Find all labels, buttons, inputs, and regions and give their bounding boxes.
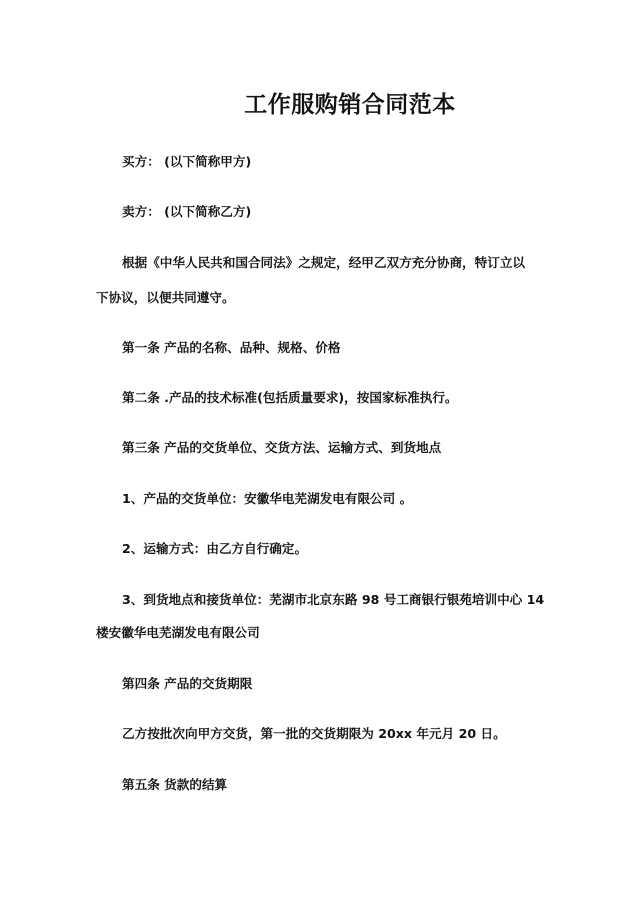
buyer-line: 买方： (以下简称甲方)	[122, 154, 252, 169]
document-title: 工作服购销合同范本	[244, 92, 456, 118]
article-1-heading: 第一条 产品的名称、品种、规格、价格	[122, 340, 341, 355]
article-3-item-1: 1、产品的交货单位：安徽华电芜湖发电有限公司 。	[122, 491, 413, 506]
article-5-heading: 第五条 货款的结算	[122, 777, 228, 792]
preamble-line-1: 根据《中华人民共和国合同法》之规定，经甲乙双方充分协商，特订立以	[122, 255, 525, 270]
article-3-item-3-line-1: 3、到货地点和接货单位：芜湖市北京东路 98 号工商银行银苑培训中心 14	[122, 592, 545, 607]
article-4-body: 乙方按批次向甲方交货，第一批的交货期限为 20xx 年元月 20 日。	[122, 726, 506, 741]
article-2-heading: 第二条 .产品的技术标准(包括质量要求)，按国家标准执行。	[122, 390, 458, 405]
article-4-heading: 第四条 产品的交货期限	[122, 676, 253, 691]
article-3-item-2: 2、运输方式：由乙方自行确定。	[122, 541, 308, 556]
preamble-line-2: 下协议，以便共同遵守。	[96, 290, 235, 305]
article-3-heading: 第三条 产品的交货单位、交货方法、运输方式、到货地点	[122, 440, 442, 455]
article-3-item-3-line-2: 楼安徽华电芜湖发电有限公司	[96, 625, 260, 640]
seller-line: 卖方： (以下简称乙方)	[122, 204, 252, 219]
